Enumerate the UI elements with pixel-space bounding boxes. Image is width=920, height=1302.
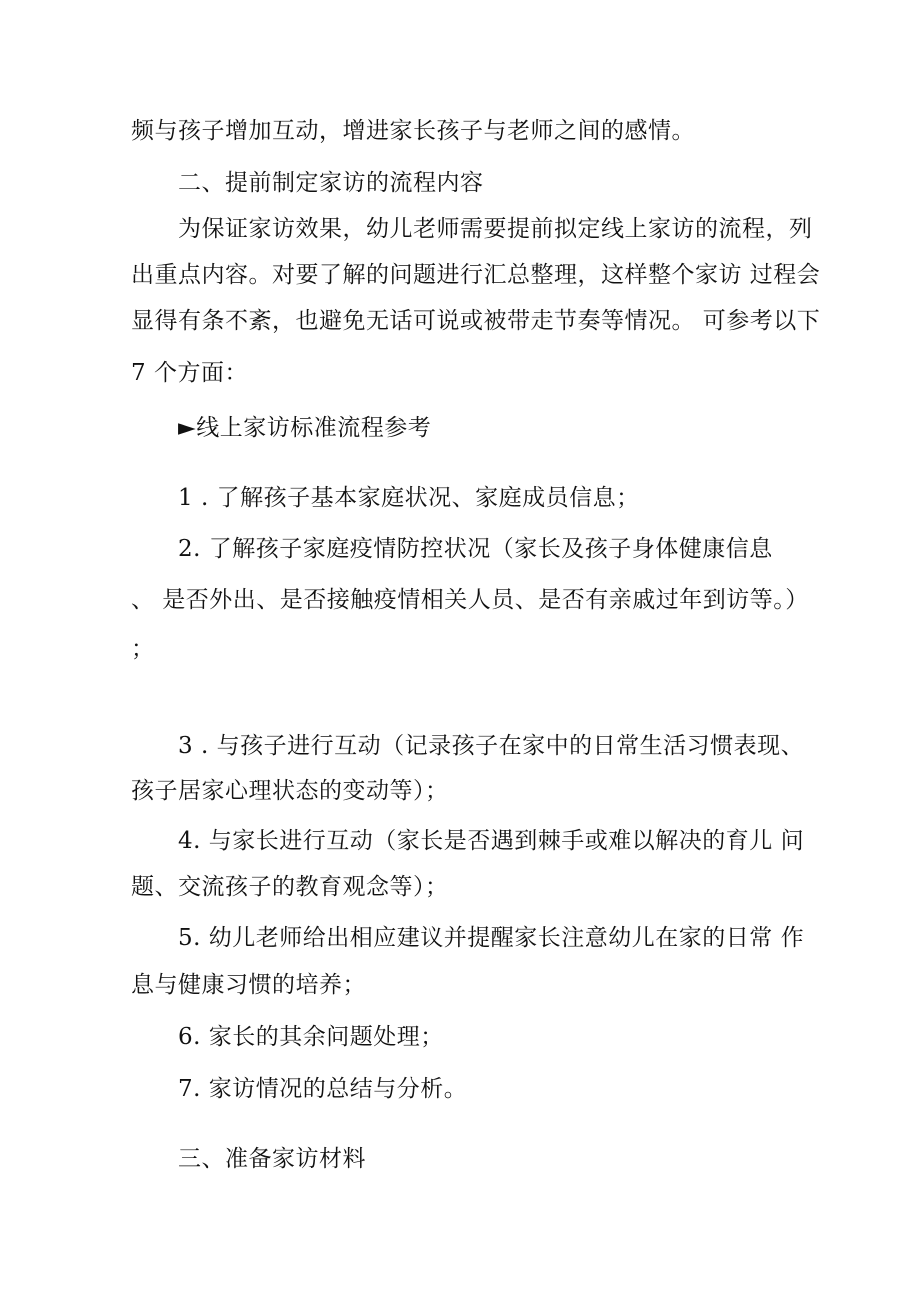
list-item: 2. 了解孩子家庭疫情防控状况（家长及孩子身体健康信息 (178, 536, 773, 562)
list-item: 5. 幼儿老师给出相应建议并提醒家长注意幼儿在家的日常 作 (178, 925, 805, 951)
paragraph-line: 频与孩子增加互动，增进家长孩子与老师之间的感情。 (131, 118, 695, 144)
list-item: 3 . 与孩子进行互动（记录孩子在家中的日常生活习惯表现、 (178, 733, 805, 759)
paragraph-line: 7 个方面： (131, 360, 248, 386)
list-item-continued: 题、交流孩子的教育观念等）； (131, 874, 449, 900)
list-item-continued: 息与健康习惯的培养； (131, 972, 366, 998)
list-item: 4. 与家长进行互动（家长是否遇到棘手或难以解决的育儿 问 (178, 828, 805, 854)
section-heading-2: 二、提前制定家访的流程内容 (178, 170, 484, 196)
list-item-continued: ； (131, 636, 155, 662)
list-item: 7. 家访情况的总结与分析。 (178, 1076, 468, 1102)
subheading-process: ►线上家访标准流程参考 (178, 415, 432, 441)
list-item: 6. 家长的其余问题处理； (178, 1024, 444, 1050)
paragraph-line: 为保证家访效果，幼儿老师需要提前拟定线上家访的流程，列 (178, 216, 813, 242)
list-item: 1 . 了解孩子基本家庭状况、家庭成员信息； (178, 485, 640, 511)
list-item-continued: 、 是否外出、是否接触疫情相关人员、是否有亲戚过年到访等。） (131, 587, 809, 613)
paragraph-line: 出重点内容。对要了解的问题进行汇总整理，这样整个家访 过程会 (131, 262, 821, 288)
list-item-continued: 孩子居家心理状态的变动等）； (131, 778, 449, 804)
paragraph-line: 显得有条不紊，也避免无话可说或被带走节奏等情况。 可参考以下 (131, 308, 821, 334)
section-heading-3: 三、准备家访材料 (178, 1146, 366, 1172)
